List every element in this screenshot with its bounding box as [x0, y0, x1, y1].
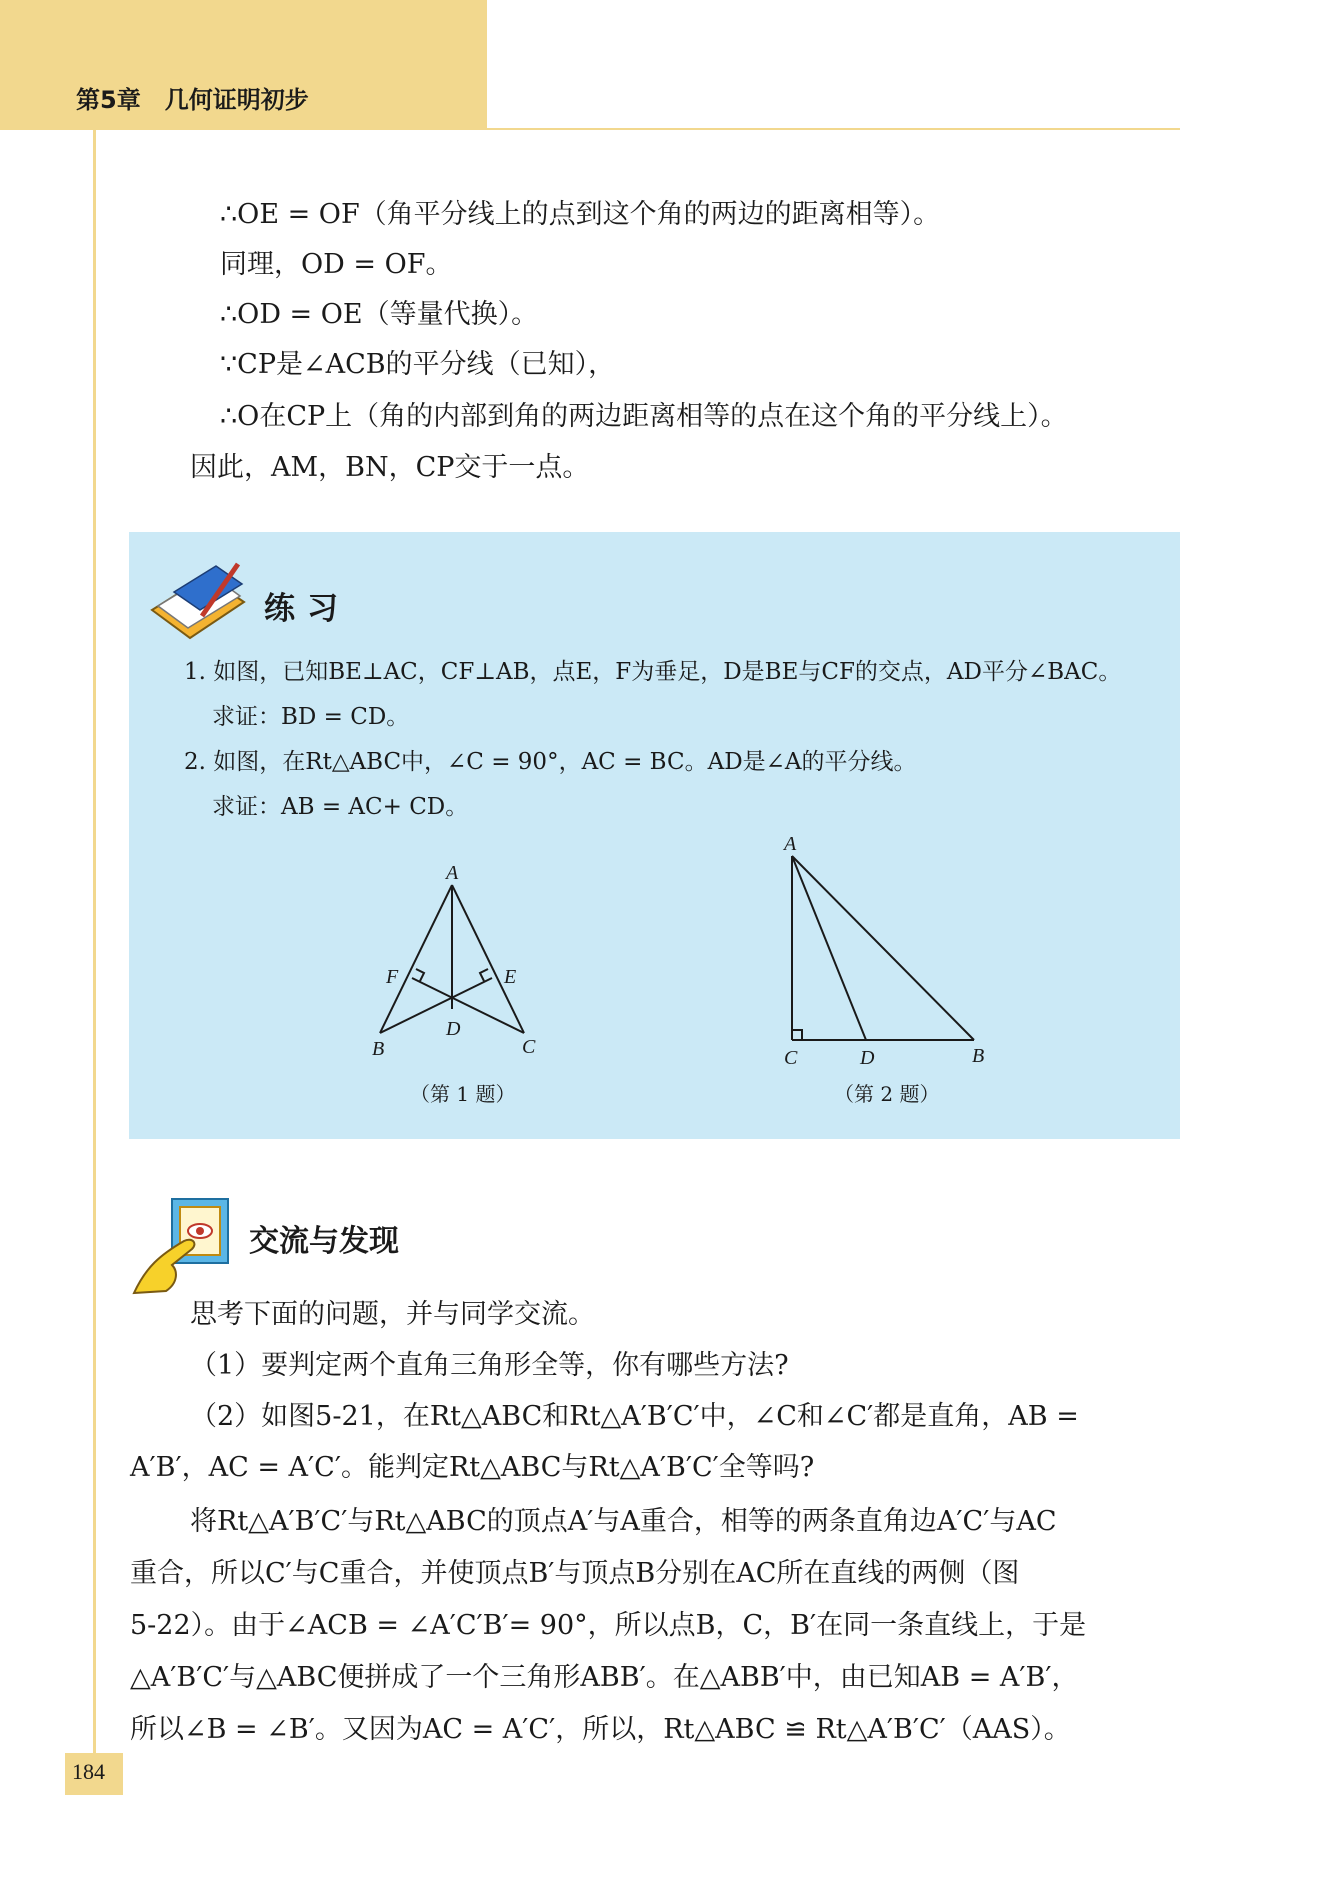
proof-line: ∴O在CP上（角的内部到角的两边距离相等的点在这个角的平分线上）。 — [220, 401, 1068, 432]
discussion-title: 交流与发现 — [249, 1224, 399, 1259]
discussion-line: （2）如图5-21，在Rt△ABC和Rt△A′B′C′中，∠C和∠C′都是直角，AB = — [190, 1401, 1079, 1432]
pointing-hand-icon — [126, 1195, 238, 1301]
fig1-label-C: C — [522, 1036, 536, 1058]
fig1-label-D: D — [446, 1018, 461, 1040]
figure-1 — [360, 865, 560, 1065]
discussion-line: 重合，所以C′与C重合，并使顶点B′与顶点B分别在AC所在直线的两侧（图 — [130, 1558, 1020, 1589]
discussion-line: 将Rt△A′B′C′与Rt△ABC的顶点A′与A重合，相等的两条直角边A′C′与AC — [190, 1506, 1057, 1537]
practice-q2-prove: 求证：AB = AC+ CD。 — [212, 794, 469, 820]
figure-1-caption: （第 1 题） — [410, 1082, 516, 1106]
page-number: 184 — [72, 1759, 105, 1784]
discussion-line: （1）要判定两个直角三角形全等，你有哪些方法? — [190, 1350, 789, 1381]
fig2-label-B: B — [972, 1045, 985, 1067]
proof-line: ∴OD = OE（等量代换）。 — [220, 299, 539, 330]
proof-line: 因此，AM，BN，CP交于一点。 — [190, 452, 590, 483]
discussion-line: △A′B′C′与△ABC便拼成了一个三角形ABB′。在△ABB′中，由已知AB = A′B′， — [130, 1662, 1079, 1693]
discussion-line: 5-22）。由于∠ACB = ∠A′C′B′= 90°，所以点B，C，B′在同一条直线上，于是 — [130, 1610, 1087, 1641]
proof-line: 同理，OD = OF。 — [220, 249, 453, 280]
fig1-label-E: E — [504, 966, 517, 988]
figure-2-caption: （第 2 题） — [834, 1082, 940, 1106]
practice-title: 练习 — [264, 591, 350, 627]
figure-2 — [770, 830, 1000, 1075]
practice-q2: 2. 如图，在Rt△ABC中，∠C = 90°，AC = BC。AD是∠A的平分线。 — [184, 749, 917, 775]
discussion-line: 所以∠B = ∠B′。又因为AC = A′C′，所以，Rt△ABC ≌ Rt△A′B′C′（AAS）。 — [130, 1714, 1071, 1745]
practice-q1: 1. 如图，已知BE⊥AC，CF⊥AB，点E，F为垂足，D是BE与CF的交点，AD平分∠BAC。 — [184, 659, 1122, 685]
proof-line: ∴OE = OF（角平分线上的点到这个角的两边的距离相等）。 — [220, 199, 941, 230]
notebook-icon — [144, 558, 254, 644]
practice-q1-prove: 求证：BD = CD。 — [212, 704, 410, 730]
discussion-line: A′B′，AC = A′C′。能判定Rt△ABC与Rt△A′B′C′全等吗? — [130, 1452, 815, 1483]
chapter-title: 第5章 几何证明初步 — [76, 86, 309, 114]
fig1-label-F: F — [386, 966, 399, 988]
header-rule — [487, 128, 1180, 130]
fig2-label-D: D — [860, 1047, 875, 1069]
fig2-label-C: C — [784, 1047, 798, 1069]
discussion-line: 思考下面的问题，并与同学交流。 — [190, 1299, 595, 1330]
fig1-label-A: A — [446, 865, 459, 884]
proof-line: ∵CP是∠ACB的平分线（已知）， — [220, 349, 616, 380]
margin-rule — [93, 130, 96, 1775]
fig2-label-A: A — [784, 833, 797, 855]
fig1-label-B: B — [372, 1038, 385, 1060]
